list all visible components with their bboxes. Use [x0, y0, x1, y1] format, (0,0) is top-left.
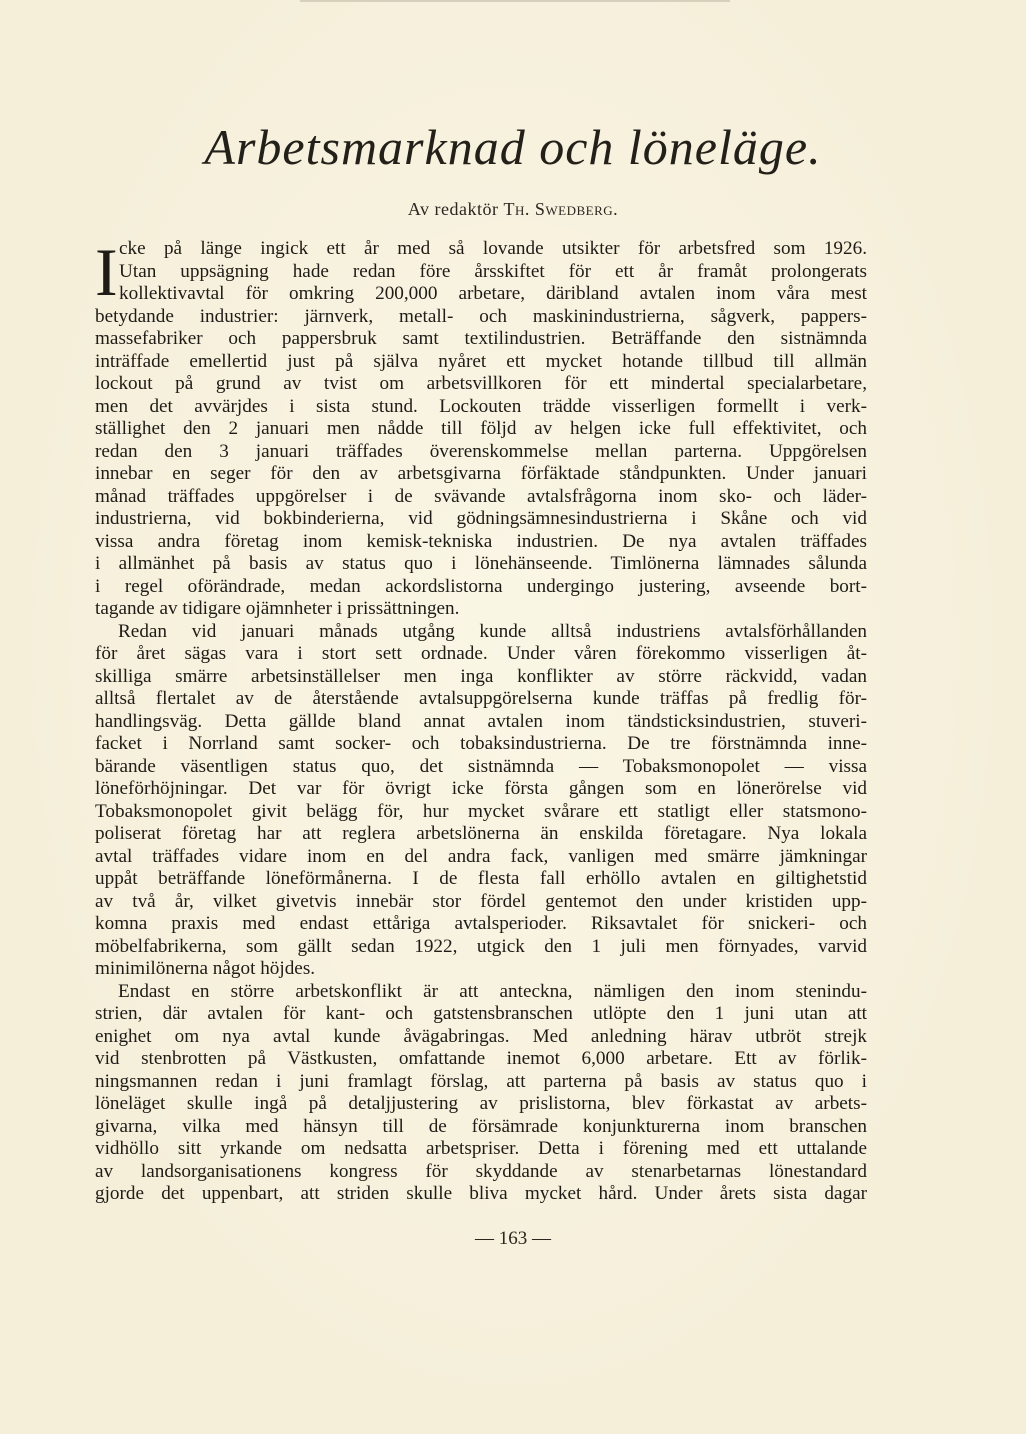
text-line: möbelfabrikerna, som gällt sedan 1922, utgick den 1 juli men förnyades, varvid — [95, 935, 867, 957]
text-line: ningsmannen redan i juni framlagt förslag, att parterna på basis av status quo i — [95, 1070, 867, 1092]
text-line: inträffade emellertid just på själva nyåret ett mycket hotande tillbud till allmän — [95, 350, 867, 372]
text-line: strien, där avtalen för kant- och gatstensbranschen utlöpte den 1 juni utan att — [95, 1003, 867, 1024]
scan-edge-mark — [300, 0, 730, 2]
text-line: vissa andra företag inom kemisk-tekniska industrien. De nya avtalen träffades — [95, 530, 867, 552]
text-line: uppåt beträffande löneförmånerna. I de flesta fall erhöllo avtalen en giltighetstid — [95, 868, 867, 889]
page-number: — 163 — — [475, 1228, 551, 1249]
text-line: alltså flertalet av de återstående avtalsuppgörelserna kunde träffas på fredlig för- — [95, 688, 867, 709]
byline — [0, 199, 1026, 220]
article-body — [95, 234, 867, 1206]
text-line: industrierna, vid bokbinderierna, vid gödningsämnesindustrierna i Skåne och vid — [95, 508, 867, 529]
text-line: men det avvärjdes i sista stund. Lockouten trädde visserligen formellt i verk- — [95, 395, 867, 417]
text-line: minimilönerna något höjdes. — [95, 958, 316, 979]
text-line: redan den 3 januari träffades överenskommelse mellan parterna. Uppgörelsen — [95, 440, 867, 462]
text-line: bärande väsentligen status quo, det sistnämnda — Tobaksmonopolet — vissa — [95, 755, 867, 777]
text-line: av två år, vilket givetvis innebär stor fördel gentemot den under kristiden upp- — [95, 890, 867, 912]
text-line: ställighet den 2 januari men nådde till följd av helgen icke full effektivitet, och — [95, 418, 867, 439]
text-line: vidhöllo sitt yrkande om nedsatta arbetspriser. Detta i förening med ett uttalande — [95, 1138, 867, 1159]
text-line: Redan vid januari månads utgång kunde alltså industriens avtalsförhållanden — [118, 620, 867, 642]
text-line: cke på länge ingick ett år med så lovande utsikter för arbetsfred som 1926. — [119, 238, 867, 259]
text-line: lockout på grund av tvist om arbetsvillkoren för ett mindertal specialarbetare, — [95, 373, 867, 394]
text-line: av landsorganisationens kongress för skyddande av stenarbetarnas lönestandard — [95, 1160, 867, 1182]
text-line: avtal träffades vidare inom en del andra fack, vanligen med smärre jämkningar — [95, 845, 867, 867]
text-line: löneläget skulle ingå på detaljjustering av prislistorna, blev förkastat av arbets- — [95, 1093, 867, 1114]
text-line: komna praxis med endast ettåriga avtalsperioder. Riksavtalet för snickeri- och — [95, 913, 867, 934]
text-line: betydande industrier: järnverk, metall- och maskinindustrierna, sågverk, pappers- — [95, 305, 867, 327]
text-line: enighet om nya avtal kunde åvägabringas. Med anledning härav utbröt strejk — [95, 1025, 867, 1047]
text-line: månad träffades uppgörelser i de svävande avtalsfrågorna inom sko- och läder- — [95, 485, 867, 507]
text-line: facket i Norrland samt socker- och tobaksindustrierna. De tre förstnämnda inne- — [95, 733, 867, 754]
text-line: givarna, vilka med hänsyn till de försämrade konjunkturerna inom branschen — [95, 1115, 867, 1137]
text-line: handlingsväg. Detta gällde bland annat avtalen inom tändsticksindustrien, stuveri- — [95, 710, 867, 732]
byline-prefix: Av redaktör — [407, 199, 499, 219]
text-line: löneförhöjningar. Det var för övrigt icke första gången som en lönerörelse vid — [95, 778, 867, 799]
text-line: tagande av tidigare ojämnheter i prissättningen. — [95, 598, 460, 619]
text-line: i allmänhet på basis av status quo i lönehänseende. Timlönerna lämnades sålunda — [95, 553, 867, 574]
text-line: massefabriker och pappersbruk samt textilindustrien. Beträffande den sistnämnda — [95, 328, 867, 349]
text-line: Endast en större arbetskonflikt är att anteckna, nämligen den inom stenindu- — [118, 980, 867, 1002]
text-line: innebar en seger för den av arbetsgivarna förfäktade ståndpunkten. Under januari — [95, 463, 867, 484]
byline-author: Th. Swedberg. — [503, 199, 619, 219]
text-line: poliserat företag har att reglera arbetslönerna än enskilda företagare. Nya lokala — [95, 823, 867, 844]
text-line: kollektivavtal för omkring 200,000 arbetare, däribland avtalen inom våra mest — [119, 283, 867, 304]
drop-cap: I — [95, 234, 118, 310]
text-line: gjorde det uppenbart, att striden skulle bliva mycket hård. Under årets sista dagar — [95, 1183, 867, 1204]
article-title: Arbetsmarknad och löneläge. — [204, 119, 822, 175]
text-line: vid stenbrotten på Västkusten, omfattande inemot 6,000 arbetare. Ett av förlik- — [95, 1048, 867, 1069]
text-line: Tobaksmonopolet givit belägg för, hur mycket svårare ett statligt eller statsmono- — [95, 800, 867, 822]
text-line: i regel oförändrade, medan ackordslistorna undergingo justering, avseende bort- — [95, 575, 867, 597]
text-line: för året sägas vara i stort sett ordnade. Under våren förekommo visserligen åt- — [95, 643, 867, 664]
text-line: Utan uppsägning hade redan före årsskiftet för ett år framåt prolongerats — [119, 260, 867, 282]
text-line: skilliga smärre arbetsinställelser men inga konflikter av större räckvidd, vadan — [95, 665, 867, 687]
